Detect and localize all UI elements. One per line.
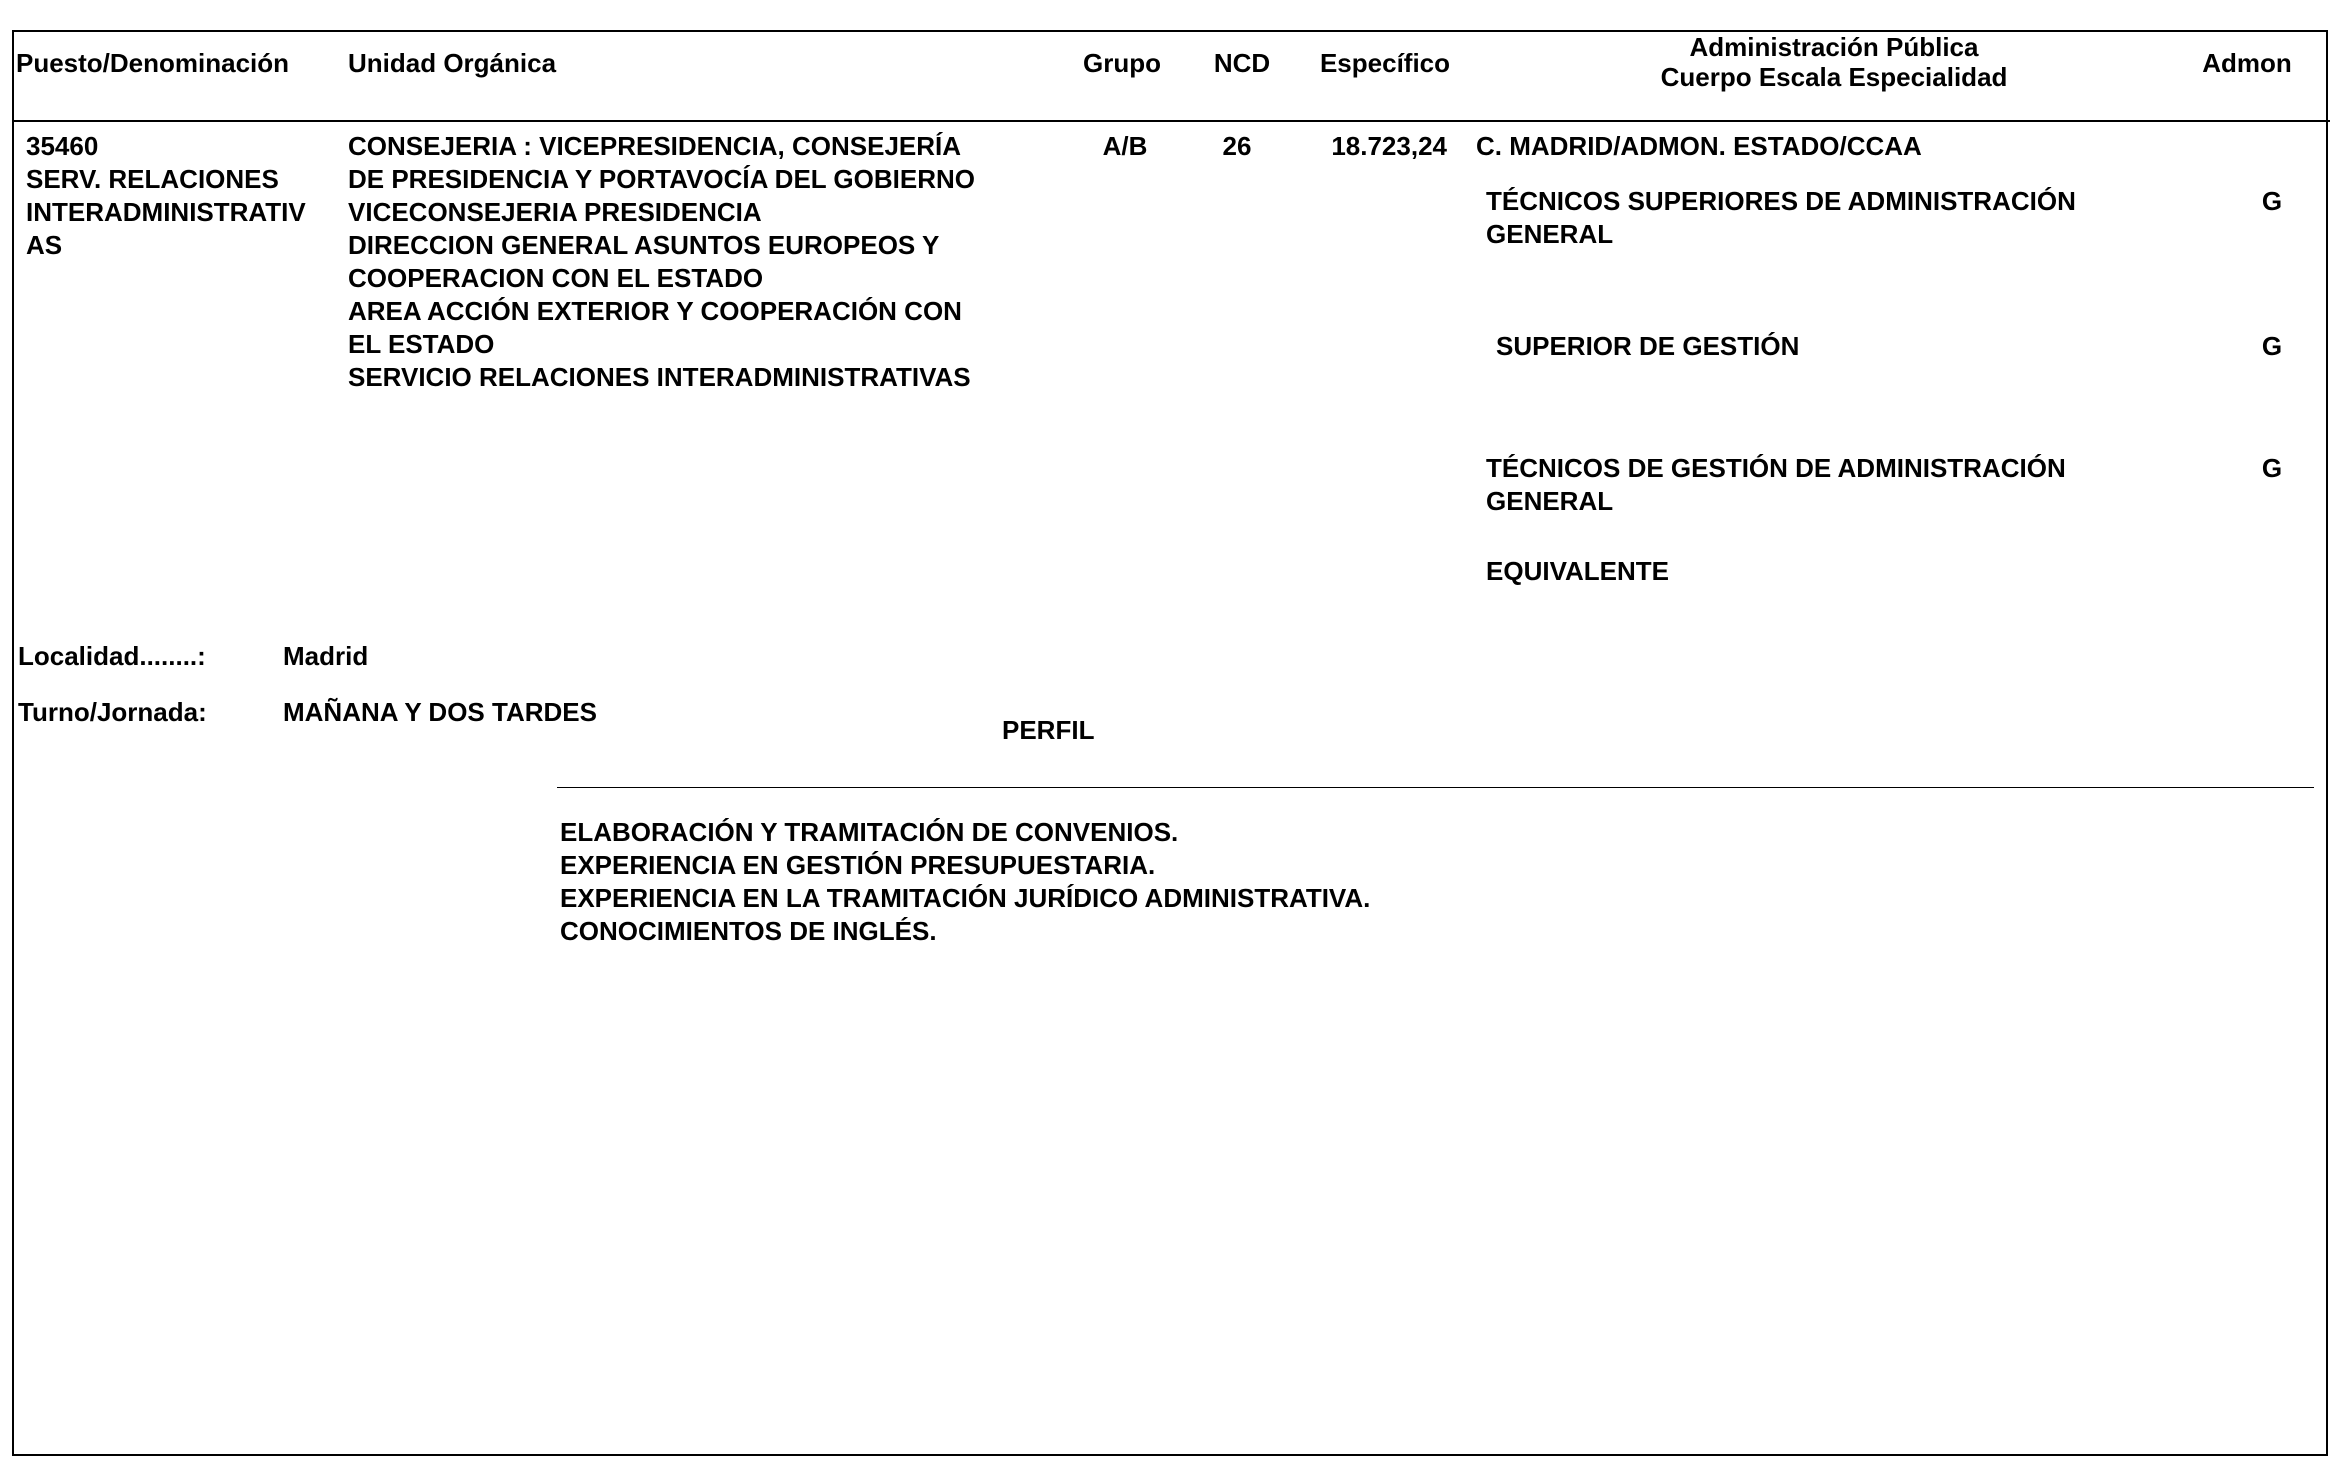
column-header-unidad: Unidad Orgánica (348, 48, 557, 78)
column-header-administracion-publica (1588, 32, 2080, 92)
column-header-puesto: Puesto/Denominación (16, 48, 290, 78)
column-header-admon: Admon (2202, 48, 2292, 78)
administracion-publica-value: C. MADRID/ADMON. ESTADO/CCAA (1476, 131, 1922, 161)
puesto-numero: 35460 (26, 131, 99, 161)
perfil-title: PERFIL (1002, 715, 1095, 745)
localidad-label: Localidad........: (18, 641, 206, 671)
cuerpo-entry-3-admon: G (2261, 453, 2283, 483)
perfil-item: ELABORACIÓN Y TRAMITACIÓN DE CONVENIOS. (560, 817, 1179, 847)
especifico-value: 18.723,24 (1331, 131, 1447, 161)
column-header-administracion-publica-line1: Administración Pública (1689, 32, 1979, 62)
header-divider (12, 120, 2330, 122)
cuerpo-entry-3: TÉCNICOS DE GESTIÓN DE ADMINISTRACIÓN GENERAL (1486, 453, 2066, 516)
perfil-items (560, 816, 1370, 948)
cuerpo-entry-1: TÉCNICOS SUPERIORES DE ADMINISTRACIÓN GENERAL (1486, 186, 2076, 249)
puesto-denominacion: SERV. RELACIONES INTERADMINISTRATIV AS (26, 164, 306, 260)
perfil-item: EXPERIENCIA EN GESTIÓN PRESUPUESTARIA. (560, 850, 1156, 880)
localidad-value: Madrid (283, 641, 369, 671)
cuerpo-entry-1-admon: G (2261, 186, 2283, 216)
perfil-divider (557, 787, 2314, 788)
ncd-value: 26 (1222, 131, 1252, 161)
turno-jornada-label: Turno/Jornada: (18, 697, 207, 727)
column-header-administracion-publica-line2: Cuerpo Escala Especialidad (1660, 62, 2008, 92)
cuerpo-entry-4: EQUIVALENTE (1486, 556, 1669, 586)
column-header-ncd: NCD (1213, 48, 1271, 78)
column-header-grupo: Grupo (1083, 48, 1161, 78)
cuerpo-entry-2-admon: G (2261, 331, 2283, 361)
cuerpo-entry-2: SUPERIOR DE GESTIÓN (1496, 331, 1800, 361)
column-header-especifico: Específico (1319, 48, 1451, 78)
turno-jornada-value: MAÑANA Y DOS TARDES (283, 697, 597, 727)
perfil-item: CONOCIMIENTOS DE INGLÉS. (560, 916, 937, 946)
perfil-item: EXPERIENCIA EN LA TRAMITACIÓN JURÍDICO ADMINISTRATIVA. (560, 883, 1371, 913)
grupo-value: A/B (1102, 131, 1148, 161)
unidad-organica: CONSEJERIA : VICEPRESIDENCIA, CONSEJERÍA DE PRESIDENCIA Y PORTAVOCÍA DEL GOBIERNO VICECONSEJERIA PRESIDENCIA DIRECCION GENERAL ASUNTOS EUROPEOS Y COOPERACION CON EL ESTADO AREA ACCIÓN EXTERIOR Y COOPERACIÓN CON EL ESTADO SERVICIO RELACIONES INTERADMINISTRATIVAS (348, 131, 975, 392)
